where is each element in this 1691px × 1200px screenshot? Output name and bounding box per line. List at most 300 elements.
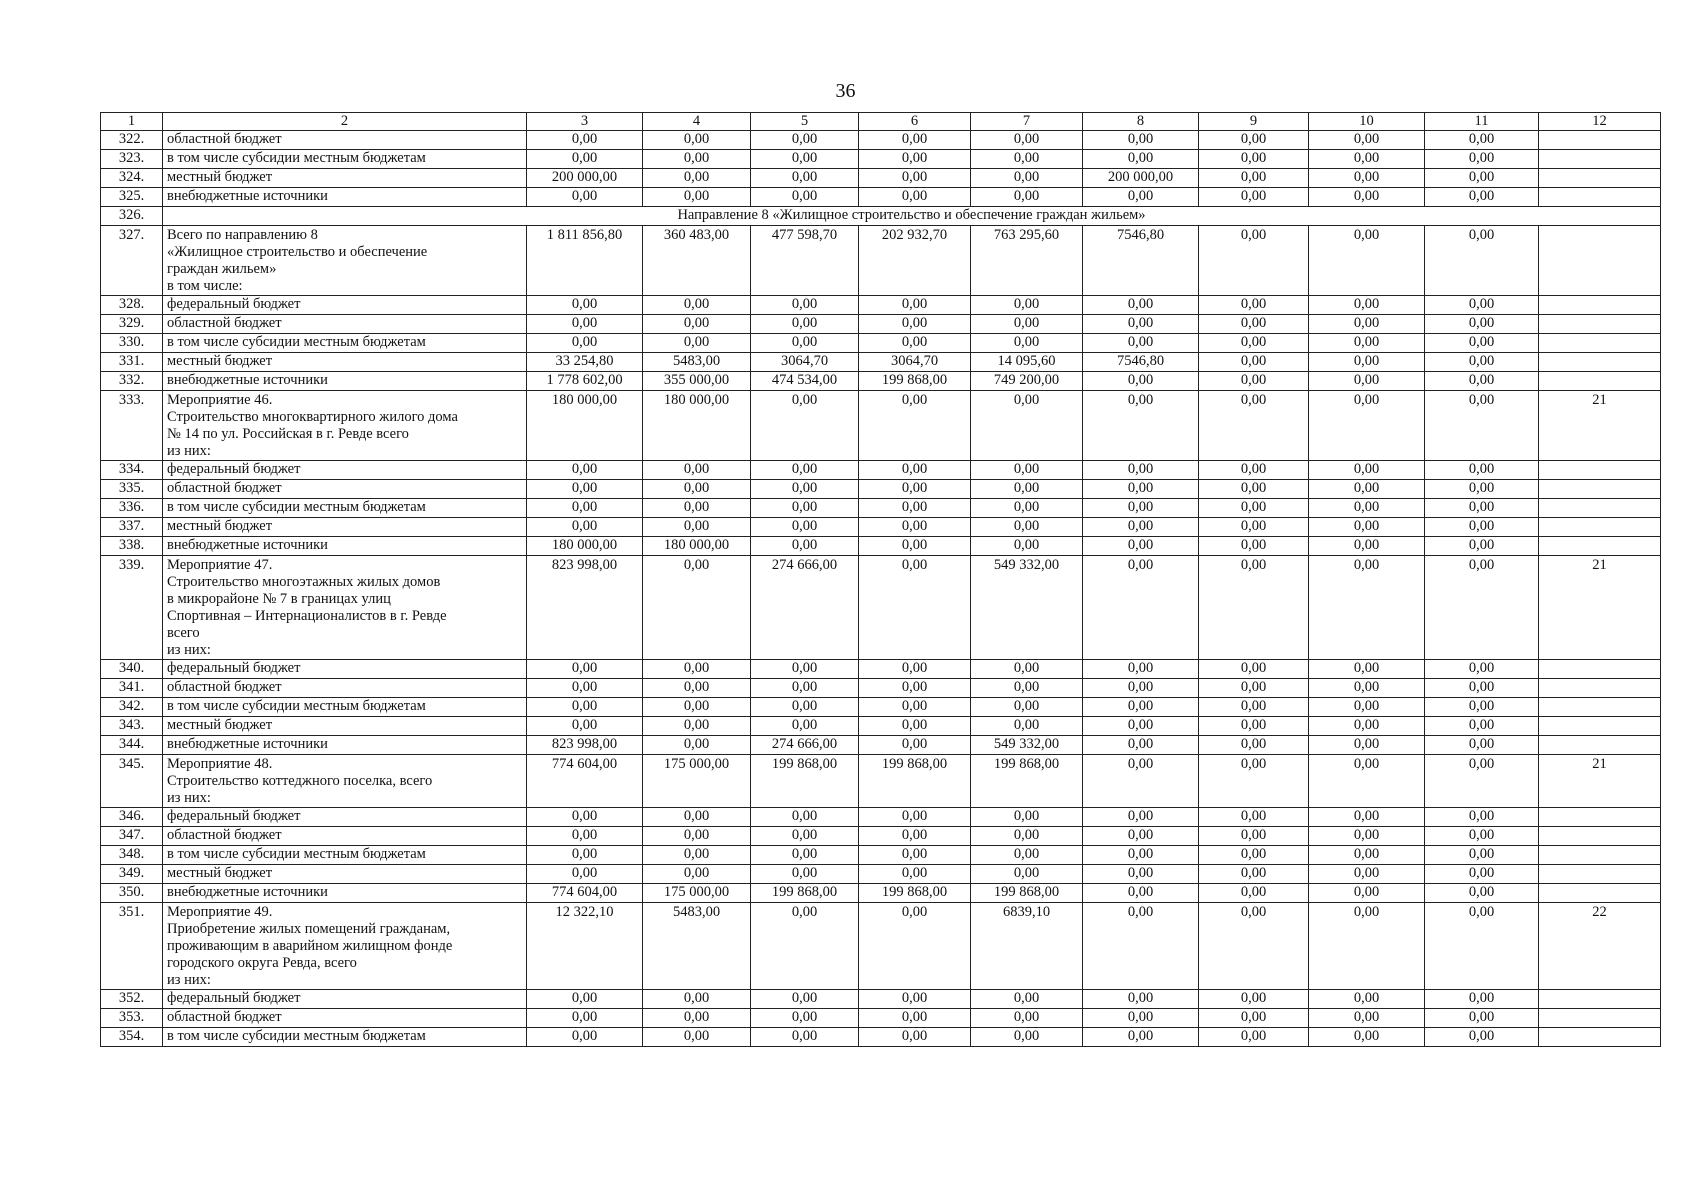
value-cell: 774 604,00	[527, 884, 643, 903]
value-cell: 0,00	[859, 717, 971, 736]
row-number: 347.	[101, 827, 163, 846]
value-cell: 0,00	[971, 518, 1083, 537]
value-cell: 0,00	[859, 131, 971, 150]
target-indicator-cell	[1539, 679, 1661, 698]
value-cell: 0,00	[527, 131, 643, 150]
value-cell: 0,00	[859, 188, 971, 207]
value-cell: 0,00	[1309, 556, 1425, 660]
value-cell: 0,00	[527, 499, 643, 518]
value-cell: 0,00	[1309, 1009, 1425, 1028]
value-cell: 0,00	[859, 150, 971, 169]
value-cell: 0,00	[1425, 990, 1539, 1009]
row-number: 339.	[101, 556, 163, 660]
value-cell: 0,00	[1083, 717, 1199, 736]
row-number: 349.	[101, 865, 163, 884]
target-indicator-cell	[1539, 461, 1661, 480]
value-cell: 0,00	[1425, 315, 1539, 334]
row-number: 333.	[101, 391, 163, 461]
value-cell: 0,00	[1199, 131, 1309, 150]
value-cell: 0,00	[643, 131, 751, 150]
value-cell: 0,00	[1199, 827, 1309, 846]
row-label-line: Мероприятие 49.	[167, 904, 273, 920]
value-cell: 0,00	[751, 131, 859, 150]
value-cell: 0,00	[1425, 150, 1539, 169]
value-cell: 0,00	[971, 698, 1083, 717]
table-row	[101, 334, 1661, 353]
table-row	[101, 865, 1661, 884]
row-label-line: внебюджетные источники	[167, 884, 328, 900]
table-row	[101, 518, 1661, 537]
row-label	[163, 755, 527, 808]
row-label-line: областной бюджет	[167, 827, 282, 843]
value-cell: 0,00	[1425, 499, 1539, 518]
row-label	[163, 353, 527, 372]
value-cell: 0,00	[527, 1028, 643, 1047]
value-cell: 0,00	[1083, 679, 1199, 698]
target-indicator-cell	[1539, 537, 1661, 556]
value-cell: 0,00	[751, 660, 859, 679]
value-cell: 0,00	[971, 391, 1083, 461]
value-cell: 0,00	[1309, 660, 1425, 679]
value-cell: 823 998,00	[527, 556, 643, 660]
row-label-line: в том числе субсидии местным бюджетам	[167, 1028, 426, 1044]
value-cell: 0,00	[971, 1028, 1083, 1047]
value-cell: 0,00	[1199, 846, 1309, 865]
table-row	[101, 169, 1661, 188]
value-cell: 0,00	[1083, 808, 1199, 827]
row-label	[163, 480, 527, 499]
row-label-line: Строительство многоэтажных жилых домов	[167, 574, 441, 590]
value-cell: 3064,70	[751, 353, 859, 372]
value-cell: 0,00	[1199, 698, 1309, 717]
table-row	[101, 353, 1661, 372]
value-cell: 0,00	[751, 499, 859, 518]
value-cell: 549 332,00	[971, 556, 1083, 660]
value-cell: 0,00	[859, 865, 971, 884]
row-number: 334.	[101, 461, 163, 480]
header-cell: 1	[101, 113, 163, 131]
row-number: 323.	[101, 150, 163, 169]
value-cell: 0,00	[971, 480, 1083, 499]
row-label-line: федеральный бюджет	[167, 296, 301, 312]
value-cell: 1 811 856,80	[527, 226, 643, 296]
value-cell: 0,00	[1309, 518, 1425, 537]
value-cell: 0,00	[1309, 846, 1425, 865]
value-cell: 0,00	[751, 334, 859, 353]
value-cell: 360 483,00	[643, 226, 751, 296]
value-cell: 0,00	[643, 1028, 751, 1047]
row-label-line: граждан жильем»	[167, 261, 277, 277]
row-number: 327.	[101, 226, 163, 296]
value-cell: 0,00	[1425, 808, 1539, 827]
value-cell: 0,00	[1425, 884, 1539, 903]
value-cell: 274 666,00	[751, 736, 859, 755]
row-number: 326.	[101, 207, 163, 226]
value-cell: 0,00	[1083, 537, 1199, 556]
value-cell: 0,00	[971, 846, 1083, 865]
value-cell: 0,00	[1199, 518, 1309, 537]
row-label	[163, 1028, 527, 1047]
table-row	[101, 372, 1661, 391]
header-cell: 3	[527, 113, 643, 131]
row-number: 324.	[101, 169, 163, 188]
value-cell: 0,00	[1083, 461, 1199, 480]
row-label-line: в том числе субсидии местным бюджетам	[167, 334, 426, 350]
value-cell: 0,00	[859, 1009, 971, 1028]
value-cell: 0,00	[1083, 660, 1199, 679]
value-cell: 0,00	[1309, 461, 1425, 480]
header-cell: 4	[643, 113, 751, 131]
value-cell: 0,00	[751, 296, 859, 315]
row-number: 346.	[101, 808, 163, 827]
value-cell: 0,00	[1425, 480, 1539, 499]
value-cell: 0,00	[1425, 391, 1539, 461]
row-label-line: внебюджетные источники	[167, 188, 328, 204]
row-label	[163, 226, 527, 296]
value-cell: 0,00	[643, 480, 751, 499]
row-label	[163, 461, 527, 480]
value-cell: 0,00	[643, 827, 751, 846]
value-cell: 0,00	[1083, 296, 1199, 315]
value-cell: 0,00	[1309, 150, 1425, 169]
row-label-line: № 14 по ул. Российская в г. Ревде всего	[167, 426, 409, 442]
table-row	[101, 226, 1661, 296]
value-cell: 0,00	[643, 660, 751, 679]
value-cell: 774 604,00	[527, 755, 643, 808]
row-number: 341.	[101, 679, 163, 698]
target-indicator-cell	[1539, 296, 1661, 315]
value-cell: 0,00	[1083, 827, 1199, 846]
value-cell: 0,00	[971, 808, 1083, 827]
value-cell: 0,00	[1199, 296, 1309, 315]
value-cell: 0,00	[643, 808, 751, 827]
value-cell: 199 868,00	[751, 884, 859, 903]
value-cell: 3064,70	[859, 353, 971, 372]
header-cell: 7	[971, 113, 1083, 131]
row-label-line: Мероприятие 47.	[167, 557, 273, 573]
target-indicator-cell: 21	[1539, 755, 1661, 808]
value-cell: 0,00	[1199, 315, 1309, 334]
value-cell: 0,00	[1309, 1028, 1425, 1047]
value-cell: 749 200,00	[971, 372, 1083, 391]
header-cell: 12	[1539, 113, 1661, 131]
value-cell: 0,00	[1425, 1028, 1539, 1047]
value-cell: 0,00	[1083, 736, 1199, 755]
target-indicator-cell	[1539, 518, 1661, 537]
row-number: 325.	[101, 188, 163, 207]
row-label-line: «Жилищное строительство и обеспечение	[167, 244, 428, 260]
value-cell: 0,00	[751, 865, 859, 884]
value-cell: 12 322,10	[527, 903, 643, 990]
table-row	[101, 150, 1661, 169]
value-cell: 0,00	[751, 1009, 859, 1028]
value-cell: 0,00	[643, 188, 751, 207]
row-number: 351.	[101, 903, 163, 990]
value-cell: 0,00	[859, 808, 971, 827]
value-cell: 0,00	[1425, 903, 1539, 990]
value-cell: 0,00	[527, 679, 643, 698]
value-cell: 180 000,00	[527, 537, 643, 556]
value-cell: 0,00	[643, 846, 751, 865]
value-cell: 0,00	[1309, 903, 1425, 990]
value-cell: 0,00	[1309, 499, 1425, 518]
value-cell: 0,00	[751, 391, 859, 461]
value-cell: 0,00	[643, 736, 751, 755]
value-cell: 0,00	[751, 698, 859, 717]
row-label	[163, 499, 527, 518]
row-number: 352.	[101, 990, 163, 1009]
row-label	[163, 188, 527, 207]
value-cell: 0,00	[1309, 679, 1425, 698]
value-cell: 0,00	[859, 334, 971, 353]
row-label-line: внебюджетные источники	[167, 372, 328, 388]
value-cell: 0,00	[1199, 461, 1309, 480]
value-cell: 200 000,00	[527, 169, 643, 188]
table-body	[101, 113, 1661, 1047]
value-cell: 0,00	[1199, 884, 1309, 903]
value-cell: 0,00	[1309, 169, 1425, 188]
value-cell: 0,00	[1083, 556, 1199, 660]
value-cell: 0,00	[1199, 150, 1309, 169]
row-label-line: Всего по направлению 8	[167, 227, 318, 243]
target-indicator-cell	[1539, 353, 1661, 372]
value-cell: 199 868,00	[971, 884, 1083, 903]
table-row	[101, 808, 1661, 827]
header-cell: 8	[1083, 113, 1199, 131]
table-row	[101, 827, 1661, 846]
row-label	[163, 679, 527, 698]
target-indicator-cell	[1539, 884, 1661, 903]
target-indicator-cell	[1539, 150, 1661, 169]
value-cell: 0,00	[1199, 556, 1309, 660]
row-label-line: из них:	[167, 972, 211, 988]
table-row	[101, 461, 1661, 480]
value-cell: 0,00	[1425, 188, 1539, 207]
row-label-line: внебюджетные источники	[167, 736, 328, 752]
value-cell: 0,00	[1083, 391, 1199, 461]
row-number: 345.	[101, 755, 163, 808]
value-cell: 0,00	[527, 808, 643, 827]
table-row	[101, 990, 1661, 1009]
value-cell: 0,00	[1199, 1009, 1309, 1028]
target-indicator-cell	[1539, 990, 1661, 1009]
target-indicator-cell	[1539, 827, 1661, 846]
value-cell: 0,00	[527, 296, 643, 315]
value-cell: 0,00	[1425, 717, 1539, 736]
value-cell: 0,00	[643, 296, 751, 315]
value-cell: 0,00	[751, 846, 859, 865]
value-cell: 0,00	[1309, 296, 1425, 315]
row-number: 330.	[101, 334, 163, 353]
row-label-line: всего	[167, 625, 200, 641]
value-cell: 0,00	[1425, 296, 1539, 315]
value-cell: 0,00	[1083, 755, 1199, 808]
value-cell: 0,00	[1083, 372, 1199, 391]
value-cell: 0,00	[859, 903, 971, 990]
value-cell: 0,00	[751, 717, 859, 736]
target-indicator-cell	[1539, 660, 1661, 679]
value-cell: 0,00	[971, 865, 1083, 884]
value-cell: 0,00	[1199, 334, 1309, 353]
value-cell: 0,00	[643, 679, 751, 698]
row-number: 343.	[101, 717, 163, 736]
row-label	[163, 334, 527, 353]
value-cell: 0,00	[1425, 131, 1539, 150]
value-cell: 175 000,00	[643, 755, 751, 808]
value-cell: 355 000,00	[643, 372, 751, 391]
value-cell: 0,00	[971, 461, 1083, 480]
value-cell: 0,00	[1309, 372, 1425, 391]
value-cell: 0,00	[751, 679, 859, 698]
section-row	[101, 207, 1661, 226]
value-cell: 0,00	[971, 537, 1083, 556]
value-cell: 0,00	[527, 698, 643, 717]
row-label-line: в том числе:	[167, 278, 243, 294]
row-label	[163, 827, 527, 846]
row-label-line: в том числе субсидии местным бюджетам	[167, 846, 426, 862]
row-label-line: проживающим в аварийном жилищном фонде	[167, 938, 453, 954]
value-cell: 0,00	[527, 518, 643, 537]
table-row	[101, 698, 1661, 717]
value-cell: 763 295,60	[971, 226, 1083, 296]
value-cell: 33 254,80	[527, 353, 643, 372]
value-cell: 0,00	[1309, 698, 1425, 717]
value-cell: 175 000,00	[643, 884, 751, 903]
row-label-line: городского округа Ревда, всего	[167, 955, 357, 971]
target-indicator-cell: 21	[1539, 391, 1661, 461]
value-cell: 0,00	[859, 169, 971, 188]
value-cell: 0,00	[1083, 884, 1199, 903]
value-cell: 0,00	[1083, 865, 1199, 884]
row-label-line: в том числе субсидии местным бюджетам	[167, 150, 426, 166]
row-label-line: местный бюджет	[167, 169, 273, 185]
table-row	[101, 755, 1661, 808]
row-label-line: местный бюджет	[167, 717, 273, 733]
value-cell: 549 332,00	[971, 736, 1083, 755]
target-indicator-cell	[1539, 480, 1661, 499]
value-cell: 0,00	[1083, 903, 1199, 990]
row-label-line: Мероприятие 46.	[167, 392, 273, 408]
row-label	[163, 315, 527, 334]
value-cell: 0,00	[971, 679, 1083, 698]
row-label-line: федеральный бюджет	[167, 808, 301, 824]
value-cell: 0,00	[971, 296, 1083, 315]
value-cell: 0,00	[859, 660, 971, 679]
table-row	[101, 480, 1661, 499]
value-cell: 0,00	[1083, 334, 1199, 353]
row-label	[163, 736, 527, 755]
value-cell: 0,00	[1425, 353, 1539, 372]
value-cell: 0,00	[1425, 679, 1539, 698]
value-cell: 0,00	[971, 499, 1083, 518]
value-cell: 477 598,70	[751, 226, 859, 296]
value-cell: 199 868,00	[859, 372, 971, 391]
table-row	[101, 846, 1661, 865]
value-cell: 7546,80	[1083, 226, 1199, 296]
value-cell: 0,00	[643, 990, 751, 1009]
row-number: 332.	[101, 372, 163, 391]
row-label-line: из них:	[167, 642, 211, 658]
table-row	[101, 315, 1661, 334]
value-cell: 0,00	[643, 717, 751, 736]
value-cell: 199 868,00	[751, 755, 859, 808]
value-cell: 0,00	[1425, 846, 1539, 865]
value-cell: 0,00	[1425, 334, 1539, 353]
value-cell: 0,00	[643, 315, 751, 334]
value-cell: 0,00	[859, 827, 971, 846]
row-label	[163, 884, 527, 903]
value-cell: 0,00	[1083, 131, 1199, 150]
row-label	[163, 518, 527, 537]
value-cell: 474 534,00	[751, 372, 859, 391]
value-cell: 0,00	[527, 315, 643, 334]
row-label-line: Приобретение жилых помещений гражданам,	[167, 921, 451, 937]
row-label	[163, 865, 527, 884]
row-number: 350.	[101, 884, 163, 903]
value-cell: 0,00	[859, 391, 971, 461]
row-number: 348.	[101, 846, 163, 865]
value-cell: 0,00	[1309, 226, 1425, 296]
value-cell: 0,00	[1309, 990, 1425, 1009]
row-number: 335.	[101, 480, 163, 499]
row-label-line: в том числе субсидии местным бюджетам	[167, 698, 426, 714]
value-cell: 0,00	[1309, 353, 1425, 372]
row-label	[163, 391, 527, 461]
value-cell: 0,00	[1199, 169, 1309, 188]
row-number: 340.	[101, 660, 163, 679]
value-cell: 0,00	[1083, 846, 1199, 865]
value-cell: 0,00	[751, 518, 859, 537]
value-cell: 0,00	[1083, 1009, 1199, 1028]
row-label-line: в микрорайоне № 7 в границах улиц	[167, 591, 391, 607]
value-cell: 0,00	[1199, 537, 1309, 556]
table-row	[101, 499, 1661, 518]
value-cell: 0,00	[1425, 827, 1539, 846]
header-cell: 5	[751, 113, 859, 131]
value-cell: 0,00	[643, 518, 751, 537]
row-label-line: местный бюджет	[167, 865, 273, 881]
value-cell: 5483,00	[643, 903, 751, 990]
value-cell: 0,00	[1425, 1009, 1539, 1028]
row-number: 337.	[101, 518, 163, 537]
row-label	[163, 1009, 527, 1028]
row-number: 338.	[101, 537, 163, 556]
value-cell: 0,00	[527, 846, 643, 865]
row-label	[163, 537, 527, 556]
value-cell: 0,00	[527, 461, 643, 480]
value-cell: 0,00	[971, 188, 1083, 207]
value-cell: 0,00	[859, 698, 971, 717]
table-row	[101, 188, 1661, 207]
value-cell: 0,00	[527, 480, 643, 499]
table-row	[101, 679, 1661, 698]
target-indicator-cell	[1539, 736, 1661, 755]
value-cell: 180 000,00	[643, 391, 751, 461]
value-cell: 0,00	[751, 990, 859, 1009]
row-label-line: Мероприятие 48.	[167, 756, 273, 772]
table-row	[101, 391, 1661, 461]
target-indicator-cell	[1539, 846, 1661, 865]
row-label-line: в том числе субсидии местным бюджетам	[167, 499, 426, 515]
target-indicator-cell: 21	[1539, 556, 1661, 660]
value-cell: 823 998,00	[527, 736, 643, 755]
row-label	[163, 808, 527, 827]
value-cell: 0,00	[751, 461, 859, 480]
row-label-line: Спортивная – Интернационалистов в г. Ревде	[167, 608, 447, 624]
row-label-line: Строительство коттеджного поселка, всего	[167, 773, 433, 789]
value-cell: 0,00	[1199, 903, 1309, 990]
value-cell: 0,00	[1425, 660, 1539, 679]
